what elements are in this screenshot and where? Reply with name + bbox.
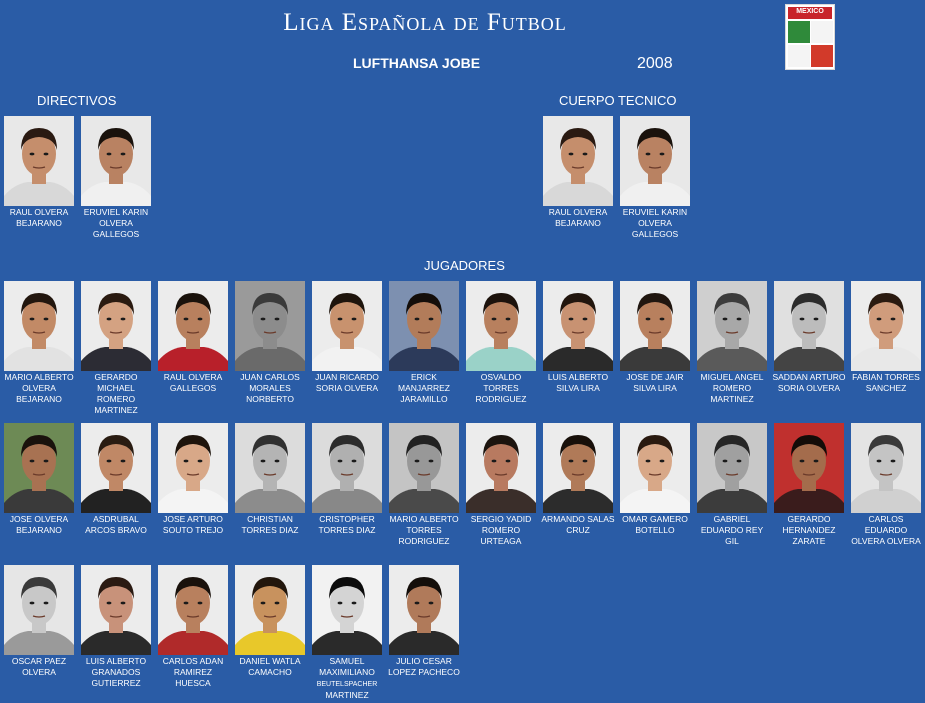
jugador-name-text: MARIO ALBERTO TORRES RODRIGUEZ [389, 514, 459, 546]
jugador-card [695, 423, 769, 547]
jugador-name-text: CARLOS EDUARDO OLVERA OLVERA [851, 514, 921, 546]
jugador-name [387, 514, 461, 547]
jugador-name-text: ERICK MANJARREZ JARAMILLO [398, 372, 450, 404]
jugador-card [541, 281, 615, 394]
jugador-name [2, 514, 76, 536]
jugador-name [618, 514, 692, 536]
season-year: 2008 [637, 55, 673, 72]
jugador-name [156, 514, 230, 536]
jugador-name [695, 514, 769, 547]
jugador-name [464, 514, 538, 547]
jugador-name [79, 514, 153, 536]
jugador-card [2, 565, 76, 678]
player-photo [235, 565, 305, 655]
jugador-name-text: GERARDO HERNANDEZ ZARATE [782, 514, 836, 546]
jugador-photo-frame [620, 423, 690, 513]
jugador-name [79, 372, 153, 416]
player-photo [4, 423, 74, 513]
jugador-photo-frame [158, 281, 228, 371]
jugador-card [79, 281, 153, 416]
section-cuerpo-tecnico: CUERPO TECNICO [559, 93, 677, 108]
jugador-card [233, 281, 307, 405]
player-photo [312, 281, 382, 371]
soccer-ball-icon [811, 21, 833, 43]
jugador-card [618, 281, 692, 394]
jugador-name-surname: BEUTELSPACHER [316, 681, 378, 688]
jugador-photo-frame [389, 565, 459, 655]
jugador-name-text: JOSE ARTURO SOUTO TREJO [162, 514, 224, 535]
jugador-name [79, 656, 153, 689]
jugador-name [849, 514, 923, 547]
jugador-photo-frame [235, 281, 305, 371]
jugador-name [849, 372, 923, 394]
section-directivos: DIRECTIVOS [37, 93, 117, 108]
directivo-name [79, 207, 153, 240]
tecnico-photo-frame [620, 116, 690, 206]
player-photo [389, 423, 459, 513]
jugador-card [387, 565, 461, 678]
jugador-card [618, 423, 692, 536]
player-photo [620, 116, 690, 206]
jugador-photo-frame [4, 423, 74, 513]
jugador-photo-frame [312, 565, 382, 655]
jugador-name-text: FABIAN TORRES SANCHEZ [852, 372, 920, 393]
player-photo [851, 281, 921, 371]
jugador-card [772, 423, 846, 547]
jugador-card [695, 281, 769, 405]
player-photo [235, 281, 305, 371]
tecnico-photo-frame [543, 116, 613, 206]
player-photo [81, 116, 151, 206]
jugador-name [387, 656, 461, 678]
tecnico-name [618, 207, 692, 240]
jugador-photo-frame [4, 565, 74, 655]
jugador-card [387, 423, 461, 547]
jugador-name [2, 372, 76, 405]
jugador-name-text: OSCAR PAEZ OLVERA [11, 656, 67, 677]
jugador-photo-frame [235, 565, 305, 655]
jugador-photo-frame [851, 281, 921, 371]
player-photo [543, 423, 613, 513]
player-photo [851, 423, 921, 513]
player-photo [774, 423, 844, 513]
jugador-name-text: CRISTOPHER TORRES DIAZ [318, 514, 376, 535]
jugador-card [849, 281, 923, 394]
jugador-photo-frame [158, 423, 228, 513]
jugador-name [233, 372, 307, 405]
jugador-name-text: GERARDO MICHAEL ROMERO MARTINEZ [94, 372, 138, 415]
jugador-photo-frame [543, 281, 613, 371]
player-photo [697, 281, 767, 371]
jugador-photo-frame [543, 423, 613, 513]
jugador-name-text: JOSE DE JAIR SILVA LIRA [626, 372, 684, 393]
jugador-photo-frame [466, 281, 536, 371]
jugador-name [541, 514, 615, 536]
jugador-name [156, 372, 230, 394]
soccer-ball-icon-2 [788, 45, 810, 67]
jugador-card [310, 565, 384, 701]
player-photo [312, 565, 382, 655]
jugador-name [772, 514, 846, 547]
jugador-photo-frame [158, 565, 228, 655]
jugador-card [849, 423, 923, 547]
jugador-photo-frame [389, 423, 459, 513]
directivo-card [2, 116, 76, 229]
player-photo [4, 565, 74, 655]
tecnico-name-text: RAUL OLVERA BEJARANO [548, 207, 608, 228]
player-photo [235, 423, 305, 513]
jugador-card [310, 423, 384, 536]
jugador-name [233, 656, 307, 678]
player-photo [81, 423, 151, 513]
jugador-name-text: OSVALDO TORRES RODRIGUEZ [475, 372, 527, 404]
jugador-name-text: LUIS ALBERTO GRANADOS GUTIERREZ [85, 656, 147, 688]
jugador-card [156, 281, 230, 394]
player-photo [81, 565, 151, 655]
jugador-name [310, 372, 384, 394]
jugador-photo-frame [235, 423, 305, 513]
jugador-name-text: LUIS ALBERTO SILVA LIRA [547, 372, 609, 393]
jugador-name-text: JUAN RICARDO SORIA OLVERA [315, 372, 379, 393]
jugador-name-text: MIGUEL ANGEL ROMERO MARTINEZ [700, 372, 764, 404]
player-photo [389, 565, 459, 655]
jugador-name-text: OMAR GAMERO BOTELLO [622, 514, 688, 535]
jugador-card [156, 423, 230, 536]
player-photo [697, 423, 767, 513]
jugador-photo-frame [312, 281, 382, 371]
player-photo [312, 423, 382, 513]
jugador-name [695, 372, 769, 405]
jugador-card [79, 423, 153, 536]
jugador-card [387, 281, 461, 405]
page-title: Liga Española de Futbol [283, 9, 567, 36]
jugador-card [772, 281, 846, 394]
jugador-card [464, 281, 538, 405]
player-photo [620, 423, 690, 513]
player-photo [4, 116, 74, 206]
jugador-card [156, 565, 230, 689]
jugador-card [79, 565, 153, 689]
jugador-card [310, 281, 384, 394]
jugador-name-text: CARLOS ADAN RAMIREZ HUESCA [162, 656, 224, 688]
jugador-name-text: DANIEL WATLA CAMACHO [239, 656, 301, 677]
jugador-name-text: JOSE OLVERA BEJARANO [9, 514, 69, 535]
jugador-name-text: JUAN CARLOS MORALES NORBERTO [240, 372, 300, 404]
player-photo [4, 281, 74, 371]
player-photo [774, 281, 844, 371]
mexico-badge-logo [785, 4, 835, 70]
jugador-name-text: RAUL OLVERA GALLEGOS [163, 372, 223, 393]
directivo-card [79, 116, 153, 240]
player-photo [543, 116, 613, 206]
directivo-name-text: ERUVIEL KARIN OLVERA GALLEGOS [83, 207, 149, 239]
eagle-emblem-icon [788, 21, 810, 43]
jugador-card [233, 423, 307, 536]
jugador-photo-frame [466, 423, 536, 513]
jugador-card [464, 423, 538, 547]
jugador-photo-frame [620, 281, 690, 371]
jugador-name-text: GABRIEL EDUARDO REY GIL [700, 514, 764, 546]
jugador-photo-frame [697, 423, 767, 513]
jugador-photo-frame [4, 281, 74, 371]
jugador-photo-frame [81, 423, 151, 513]
directivo-photo-frame [81, 116, 151, 206]
jugador-card [233, 565, 307, 678]
jugador-card [541, 423, 615, 536]
player-photo [466, 423, 536, 513]
jugador-name [310, 514, 384, 536]
jugador-name [156, 656, 230, 689]
tecnico-name [541, 207, 615, 229]
jugador-name [310, 656, 384, 701]
jugador-name-text: SERGIO YADID ROMERO URTEAGA [470, 514, 532, 546]
jugador-card [2, 423, 76, 536]
jugador-name-text: ARMANDO SALAS CRUZ [541, 514, 615, 535]
tecnico-card [541, 116, 615, 229]
player-photo [543, 281, 613, 371]
jugador-name [2, 656, 76, 678]
lion-emblem-icon [811, 45, 833, 67]
team-name: LUFTHANSA JOBE [353, 55, 481, 71]
jugador-photo-frame [389, 281, 459, 371]
jugador-name [387, 372, 461, 405]
tecnico-name-text: ERUVIEL KARIN OLVERA GALLEGOS [622, 207, 688, 239]
jugador-name [233, 514, 307, 536]
directivo-photo-frame [4, 116, 74, 206]
directivo-name [2, 207, 76, 229]
jugador-name [541, 372, 615, 394]
jugador-card [2, 281, 76, 405]
jugador-name-text: MARIO ALBERTO OLVERA BEJARANO [4, 372, 74, 404]
jugador-photo-frame [81, 565, 151, 655]
jugador-name [464, 372, 538, 405]
jugador-photo-frame [312, 423, 382, 513]
player-photo [158, 281, 228, 371]
jugador-name-surname-2: MARTINEZ [325, 690, 369, 700]
badge-text: MEXICO [796, 8, 824, 15]
player-photo [81, 281, 151, 371]
directivo-name-text: RAUL OLVERA BEJARANO [9, 207, 69, 228]
jugador-photo-frame [81, 281, 151, 371]
jugador-photo-frame [774, 423, 844, 513]
jugador-photo-frame [697, 281, 767, 371]
jugador-name-text: JULIO CESAR LOPEZ PACHECO [388, 656, 460, 677]
player-photo [389, 281, 459, 371]
tecnico-card [618, 116, 692, 240]
jugador-name [618, 372, 692, 394]
jugador-name-text: ASDRUBAL ARCOS BRAVO [85, 514, 147, 535]
player-photo [158, 423, 228, 513]
jugador-name-text: CHRISTIAN TORRES DIAZ [241, 514, 299, 535]
player-photo [158, 565, 228, 655]
jugador-photo-frame [774, 281, 844, 371]
jugador-name-text: SAMUEL MAXIMILIANO [319, 656, 375, 677]
jugador-photo-frame [851, 423, 921, 513]
jugador-name [772, 372, 846, 394]
jugador-name-text: SADDAN ARTURO SORIA OLVERA [772, 372, 846, 393]
player-photo [466, 281, 536, 371]
section-jugadores: JUGADORES [424, 258, 505, 273]
player-photo [620, 281, 690, 371]
